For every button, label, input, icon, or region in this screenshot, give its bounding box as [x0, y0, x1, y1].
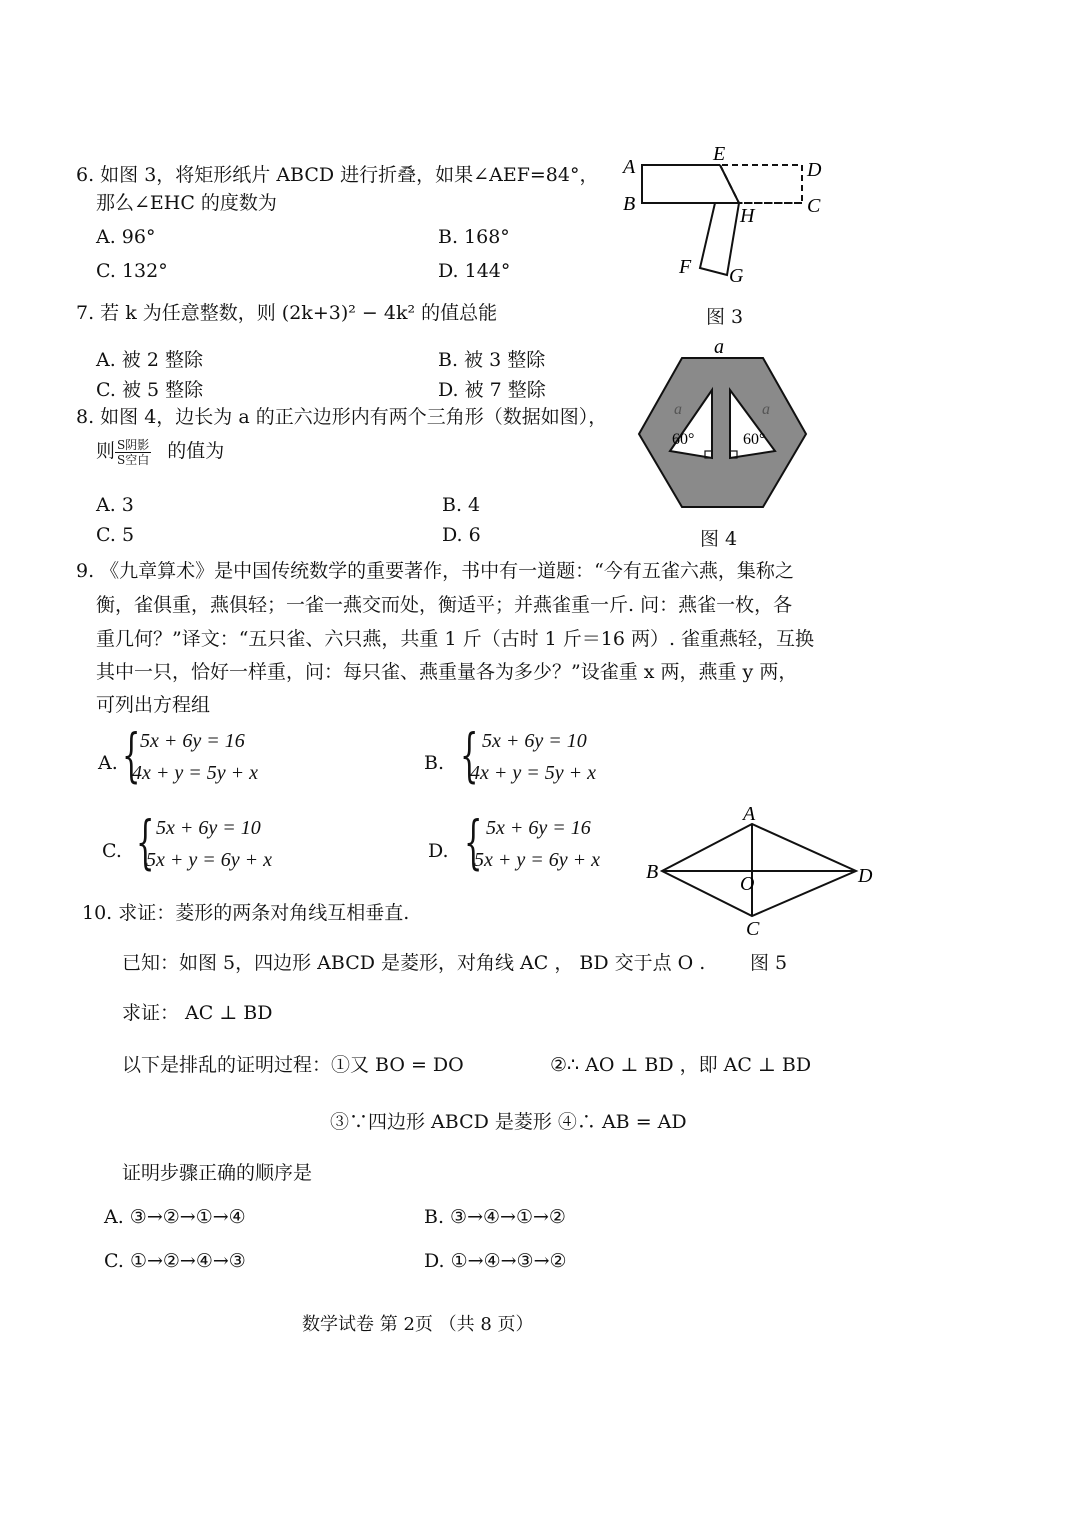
brace-icon: {	[136, 808, 155, 876]
q9-line-2: 衡，雀俱重，燕俱轻；一雀一燕交而处，衡适平；并燕雀重一斤. 问：燕雀一枚，各	[96, 594, 793, 616]
q8-option-c: C. 5	[96, 524, 135, 546]
q9-line-5: 可列出方程组	[96, 694, 211, 716]
q10-option-c: C. ①→②→④→③	[104, 1250, 246, 1272]
fig3-label-c: C	[807, 195, 821, 217]
q10-stem: 10. 求证：菱形的两条对角线互相垂直.	[82, 902, 410, 924]
brace-icon: {	[460, 721, 479, 789]
figure-3-fold-diagram	[615, 140, 840, 290]
brace-icon: {	[122, 721, 141, 789]
fig3-label-d: D	[807, 159, 822, 181]
figure-3-caption: 图 3	[706, 306, 744, 328]
q7-option-d: D. 被 7 整除	[438, 379, 546, 401]
q9-option-a-system	[122, 721, 322, 792]
q10-option-b: B. ③→④→①→②	[424, 1206, 566, 1228]
figure-4-hexagon	[630, 338, 815, 513]
q10-steps-line1-right: ②∴ AO ⊥ BD ，即 AC ⊥ BD	[550, 1054, 812, 1076]
fig4-label-right-angle: 60°	[743, 431, 766, 448]
fig4-label-left-a: a	[674, 401, 682, 418]
q8-frac-numerator: S阴影	[117, 437, 150, 452]
q9-option-d-eq2: 5x + y = 6y + x	[474, 849, 600, 871]
fig5-label-b: B	[646, 861, 659, 883]
figure-5-caption: 图 5	[750, 952, 788, 974]
q9-option-a-eq1: 5x + 6y = 16	[140, 730, 245, 752]
fig5-label-c: C	[746, 918, 760, 940]
q9-option-a-eq2: 4x + y = 5y + x	[132, 762, 258, 784]
q8-stem-pre: 则	[96, 440, 116, 462]
q9-option-a-label: A.	[98, 752, 118, 774]
q9-option-c-eq1: 5x + 6y = 10	[156, 817, 261, 839]
q6-option-b: B. 168°	[438, 226, 510, 248]
q9-option-b-eq2: 4x + y = 5y + x	[470, 762, 596, 784]
fig3-label-e: E	[713, 143, 726, 165]
q10-steps-line1-left: 以下是排乱的证明过程：①又 BO = DO	[122, 1054, 464, 1076]
fig5-label-a: A	[743, 803, 756, 825]
q8-stem-line1: 8. 如图 4，边长为 a 的正六边形内有两个三角形（数据如图），	[76, 406, 608, 428]
fig3-label-g: G	[729, 265, 744, 287]
q8-frac-denominator: S空白	[117, 452, 150, 467]
q10-steps-line2: ③∵四边形 ABCD 是菱形 ④∴ AB = AD	[330, 1111, 687, 1133]
q10-option-a: A. ③→②→①→④	[104, 1206, 246, 1228]
q10-question: 证明步骤正确的顺序是	[122, 1162, 313, 1184]
q9-line-3: 重几何？”译文：“五只雀、六只燕，共重 1 斤（古时 1 斤＝16 两）. 雀重燕轻，互换	[96, 628, 815, 650]
brace-icon: {	[464, 808, 483, 876]
q9-line-4: 其中一只，恰好一样重，问：每只雀、燕重量各为多少？”设雀重 x 两，燕重 y 两，	[96, 661, 798, 683]
page-footer: 数学试卷 第 2页 （共 8 页）	[302, 1314, 534, 1335]
q6-option-c: C. 132°	[96, 260, 168, 282]
figure-5-rhombus	[640, 800, 885, 940]
fig3-label-b: B	[623, 193, 636, 215]
q7-option-a: A. 被 2 整除	[96, 349, 203, 371]
q9-option-b-system	[460, 721, 660, 792]
fig5-label-d: D	[858, 865, 873, 887]
q9-line-1: 9. 《九章算术》是中国传统数学的重要著作，书中有一道题：“今有五雀六燕，集称之	[76, 560, 794, 582]
q9-option-d-eq1: 5x + 6y = 16	[486, 817, 591, 839]
q10-given: 已知：如图 5，四边形 ABCD 是菱形，对角线 AC ， BD 交于点 O .	[122, 952, 706, 974]
q9-option-c-label: C.	[102, 840, 122, 862]
q8-option-b: B. 4	[442, 494, 481, 516]
fig3-label-h: H	[740, 205, 755, 227]
q6-stem-line1: 6. 如图 3，将矩形纸片 ABCD 进行折叠，如果∠AEF=84°，	[76, 164, 599, 186]
q8-stem-post: 的值为	[167, 440, 225, 462]
q8-option-d: D. 6	[442, 524, 481, 546]
q9-option-b-eq1: 5x + 6y = 10	[482, 730, 587, 752]
q6-option-d: D. 144°	[438, 260, 511, 282]
fig3-label-a: A	[623, 156, 636, 178]
fig3-label-f: F	[679, 256, 692, 278]
q6-stem-line2: 那么∠EHC 的度数为	[96, 192, 277, 214]
q7-stem: 7. 若 k 为任意整数，则 (2k+3)² − 4k² 的值总能	[76, 302, 498, 324]
q6-option-a: A. 96°	[96, 226, 156, 248]
q9-option-c-eq2: 5x + y = 6y + x	[146, 849, 272, 871]
q8-stem-line2	[96, 436, 224, 467]
figure-4-caption: 图 4	[700, 528, 738, 550]
q9-option-d-system	[464, 808, 664, 879]
q9-option-b-label: B.	[424, 752, 445, 774]
fig4-label-right-a: a	[762, 401, 770, 418]
q7-option-c: C. 被 5 整除	[96, 379, 204, 401]
fig4-label-left-angle: 60°	[672, 431, 695, 448]
q7-option-b: B. 被 3 整除	[438, 349, 546, 371]
q10-option-d: D. ①→④→③→②	[424, 1250, 567, 1272]
q9-option-c-system	[136, 808, 336, 879]
fig5-label-o: O	[740, 873, 755, 895]
q8-option-a: A. 3	[96, 494, 134, 516]
q9-option-d-label: D.	[428, 840, 449, 862]
q8-ratio-fraction	[115, 438, 151, 467]
q10-prove: 求证： AC ⊥ BD	[122, 1002, 273, 1024]
fig4-label-side-a: a	[714, 338, 724, 358]
